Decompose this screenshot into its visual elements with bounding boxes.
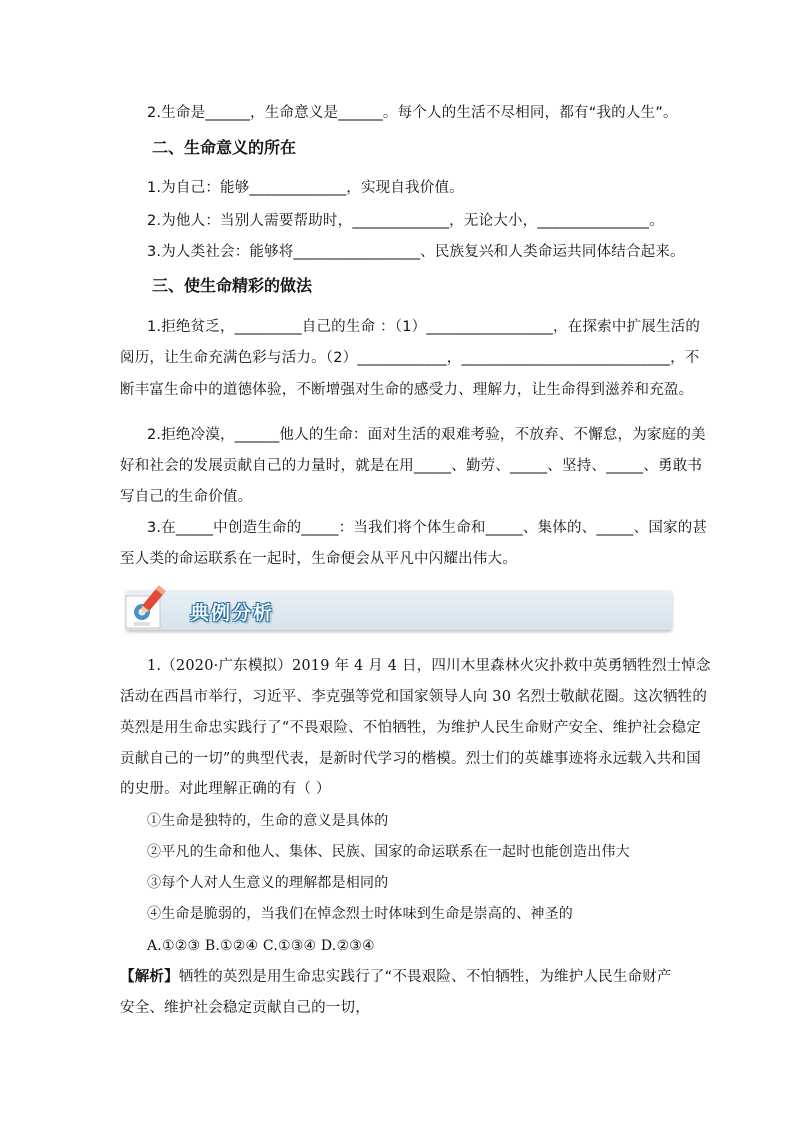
- example-analysis-banner: [118, 582, 674, 634]
- method-2-line-3: 写自己的生命价值。: [120, 489, 253, 505]
- option-3: ③每个人对人生意义的理解都是相同的: [147, 875, 389, 891]
- method-3-line-2: 至人类的命运联系在一起时，生命便会从平凡中闪耀出伟大。: [120, 551, 517, 567]
- meaning-item-1: 1.为自己：能够_____________，实现自我价值。: [147, 180, 464, 196]
- meaning-item-2: 2.为他人：当别人需要帮助时，_____________，无论大小，_______________。: [147, 213, 664, 229]
- analysis-line-1: [120, 967, 672, 987]
- method-2-line-2: 好和社会的发展贡献自己的力量时，就是在用_____、勤劳、_____、坚持、_____、勇敢书: [120, 458, 703, 474]
- question-stem-line-5: 的史册。对此理解正确的有（ ）: [120, 781, 331, 797]
- method-1-line-1: 1.拒绝贫乏，_________自己的生命 ：（1）_________________，在探索中扩展生活的: [147, 319, 701, 335]
- pen-paper-icon: [118, 582, 188, 634]
- section-heading-meaning: 二、生命意义的所在: [152, 138, 297, 157]
- question-stem-line-1: 1.（2020·广东模拟）2019 年 4 月 4 日，四川木里森林火灾扑救中英勇牺牲烈士悼念: [147, 658, 711, 674]
- analysis-line-2: 安全、维护社会稳定贡献自己的一切，: [120, 1000, 370, 1016]
- option-1: ①生命是独特的，生命的意义是具体的: [147, 813, 389, 829]
- analysis-tag: 【解析】: [120, 969, 179, 985]
- section-heading-methods: 三、使生命精彩的做法: [152, 276, 313, 295]
- option-2: ②平凡的生命和他人、集体、民族、国家的命运联系在一起时也能创造出伟大: [147, 844, 630, 860]
- method-1-line-2: 阅历，让生命充满色彩与活力。（2）____________，____________________________，不: [120, 350, 700, 366]
- analysis-text-1: 牺牲的英烈是用生命忠实践行了“不畏艰险、不怕牺牲，为维护人民生命财产: [178, 969, 672, 985]
- method-1-line-3: 断丰富生命中的道德体验，不断增强对生命的感受力、理解力，让生命得到滋养和充盈。: [120, 382, 694, 398]
- answer-choices: A.①②③ B.①②④ C.①③④ D.②③④: [147, 938, 375, 954]
- banner-title: 典例分析: [190, 602, 275, 624]
- method-2-line-1: 2.拒绝冷漠，______他人的生命：面对生活的艰难考验，不放弃、不懈怠，为家庭的美: [147, 427, 706, 443]
- question-stem-line-4: 贡献自己的一切”的典型代表，是新时代学习的楷模。烈士们的英雄事迹将永远载入共和国: [120, 751, 701, 767]
- question-stem-line-2: 活动在西昌市举行，习近平、李克强等党和国家领导人向 30 名烈士敬献花圈。这次牺牲的: [120, 689, 708, 705]
- question-stem-line-3: 英烈是用生命忠实践行了“不畏艰险、不怕牺牲，为维护人民生命财产安全、维护社会稳定: [120, 720, 701, 736]
- meaning-item-3: 3.为人类社会：能够将_________________、民族复兴和人类命运共同体结合起来。: [147, 244, 685, 260]
- option-4: ④生命是脆弱的，当我们在悼念烈士时体味到生命是崇高的、神圣的: [147, 906, 573, 922]
- method-3-line-1: 3.在_____中创造生命的_____：当我们将个体生命和_____、集体的、_____、国家的甚: [147, 520, 708, 536]
- concept-line-2: 2.生命是______，生命意义是______。每个人的生活不尽相同，都有“我的人生”。: [147, 105, 678, 121]
